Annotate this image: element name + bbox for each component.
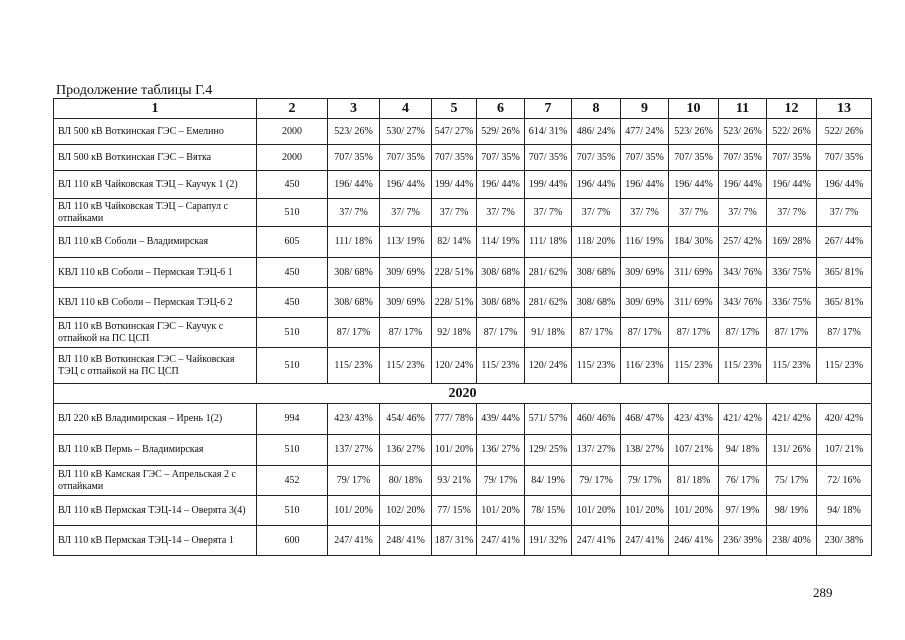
load-cell: 94/ 18% xyxy=(817,496,872,526)
load-cell: 308/ 68% xyxy=(572,288,621,318)
header-row xyxy=(54,99,872,119)
load-cell: 777/ 78% xyxy=(432,404,477,435)
load-cell: 87/ 17% xyxy=(621,318,669,348)
load-cell: 75/ 17% xyxy=(767,466,817,496)
capacity-cell: 2000 xyxy=(257,119,328,145)
table-row xyxy=(54,435,872,466)
load-cell: 138/ 27% xyxy=(621,435,669,466)
load-cell: 247/ 41% xyxy=(572,526,621,556)
load-cell: 247/ 41% xyxy=(328,526,380,556)
column-header-7: 7 xyxy=(525,99,572,119)
load-cell: 102/ 20% xyxy=(380,496,432,526)
load-cell: 230/ 38% xyxy=(817,526,872,556)
load-cell: 79/ 17% xyxy=(572,466,621,496)
load-cell: 199/ 44% xyxy=(432,171,477,199)
column-header-6: 6 xyxy=(477,99,525,119)
load-cell: 196/ 44% xyxy=(669,171,719,199)
load-cell: 308/ 68% xyxy=(477,258,525,288)
table-row xyxy=(54,348,872,384)
line-name-cell: ВЛ 110 кВ Чайковская ТЭЦ – Сарапул с отпайками xyxy=(54,199,257,227)
column-header-4: 4 xyxy=(380,99,432,119)
load-cell: 184/ 30% xyxy=(669,227,719,258)
capacity-cell: 450 xyxy=(257,288,328,318)
load-cell: 77/ 15% xyxy=(432,496,477,526)
load-cell: 468/ 47% xyxy=(621,404,669,435)
load-cell: 115/ 23% xyxy=(328,348,380,384)
load-cell: 423/ 43% xyxy=(669,404,719,435)
load-cell: 530/ 27% xyxy=(380,119,432,145)
table-body xyxy=(54,119,872,556)
load-cell: 87/ 17% xyxy=(328,318,380,348)
load-cell: 477/ 24% xyxy=(621,119,669,145)
line-name-cell: ВЛ 110 кВ Пермская ТЭЦ-14 – Оверята 1 xyxy=(54,526,257,556)
load-cell: 308/ 68% xyxy=(572,258,621,288)
load-cell: 37/ 7% xyxy=(767,199,817,227)
load-cell: 196/ 44% xyxy=(572,171,621,199)
section-row xyxy=(54,384,872,404)
load-cell: 228/ 51% xyxy=(432,258,477,288)
load-cell: 523/ 26% xyxy=(719,119,767,145)
load-cell: 439/ 44% xyxy=(477,404,525,435)
load-cell: 343/ 76% xyxy=(719,258,767,288)
load-cell: 421/ 42% xyxy=(719,404,767,435)
load-cell: 529/ 26% xyxy=(477,119,525,145)
section-label: 2020 xyxy=(54,384,872,404)
load-cell: 114/ 19% xyxy=(477,227,525,258)
load-cell: 79/ 17% xyxy=(621,466,669,496)
load-cell: 93/ 21% xyxy=(432,466,477,496)
table-row xyxy=(54,227,872,258)
load-cell: 137/ 27% xyxy=(328,435,380,466)
load-cell: 87/ 17% xyxy=(767,318,817,348)
load-cell: 113/ 19% xyxy=(380,227,432,258)
load-cell: 111/ 18% xyxy=(525,227,572,258)
load-cell: 37/ 7% xyxy=(669,199,719,227)
load-cell: 523/ 26% xyxy=(669,119,719,145)
load-cell: 247/ 41% xyxy=(477,526,525,556)
load-cell: 707/ 35% xyxy=(817,145,872,171)
load-cell: 421/ 42% xyxy=(767,404,817,435)
load-cell: 614/ 31% xyxy=(525,119,572,145)
load-cell: 115/ 23% xyxy=(669,348,719,384)
load-cell: 336/ 75% xyxy=(767,288,817,318)
load-cell: 37/ 7% xyxy=(817,199,872,227)
load-cell: 191/ 32% xyxy=(525,526,572,556)
load-cell: 116/ 19% xyxy=(621,227,669,258)
load-cell: 523/ 26% xyxy=(328,119,380,145)
line-name-cell: ВЛ 110 кВ Пермская ТЭЦ-14 – Оверята 3(4) xyxy=(54,496,257,526)
capacity-cell: 600 xyxy=(257,526,328,556)
capacity-cell: 452 xyxy=(257,466,328,496)
load-cell: 37/ 7% xyxy=(432,199,477,227)
load-cell: 120/ 24% xyxy=(525,348,572,384)
load-cell: 101/ 20% xyxy=(328,496,380,526)
load-cell: 423/ 43% xyxy=(328,404,380,435)
load-cell: 707/ 35% xyxy=(328,145,380,171)
column-header-12: 12 xyxy=(767,99,817,119)
load-cell: 522/ 26% xyxy=(817,119,872,145)
load-cell: 80/ 18% xyxy=(380,466,432,496)
load-cell: 522/ 26% xyxy=(767,119,817,145)
load-cell: 257/ 42% xyxy=(719,227,767,258)
load-cell: 308/ 68% xyxy=(328,288,380,318)
load-cell: 129/ 25% xyxy=(525,435,572,466)
load-cell: 365/ 81% xyxy=(817,288,872,318)
load-cell: 101/ 20% xyxy=(432,435,477,466)
load-cell: 196/ 44% xyxy=(817,171,872,199)
load-cell: 37/ 7% xyxy=(380,199,432,227)
load-cell: 187/ 31% xyxy=(432,526,477,556)
load-cell: 87/ 17% xyxy=(380,318,432,348)
load-cell: 37/ 7% xyxy=(328,199,380,227)
load-cell: 707/ 35% xyxy=(477,145,525,171)
load-cell: 196/ 44% xyxy=(767,171,817,199)
table-row xyxy=(54,318,872,348)
load-cell: 91/ 18% xyxy=(525,318,572,348)
table-row xyxy=(54,526,872,556)
line-name-cell: ВЛ 110 кВ Соболи – Владимирская xyxy=(54,227,257,258)
load-cell: 136/ 27% xyxy=(380,435,432,466)
column-header-3: 3 xyxy=(328,99,380,119)
table-row xyxy=(54,171,872,199)
load-cell: 707/ 35% xyxy=(767,145,817,171)
load-cell: 707/ 35% xyxy=(621,145,669,171)
line-name-cell: КВЛ 110 кВ Соболи – Пермская ТЭЦ-6 2 xyxy=(54,288,257,318)
load-cell: 107/ 21% xyxy=(817,435,872,466)
load-cell: 460/ 46% xyxy=(572,404,621,435)
load-cell: 101/ 20% xyxy=(621,496,669,526)
column-header-9: 9 xyxy=(621,99,669,119)
load-cell: 37/ 7% xyxy=(621,199,669,227)
load-cell: 311/ 69% xyxy=(669,258,719,288)
load-cell: 248/ 41% xyxy=(380,526,432,556)
load-cell: 98/ 19% xyxy=(767,496,817,526)
load-cell: 37/ 7% xyxy=(477,199,525,227)
load-cell: 115/ 23% xyxy=(380,348,432,384)
load-cell: 228/ 51% xyxy=(432,288,477,318)
column-header-1: 1 xyxy=(54,99,257,119)
load-cell: 136/ 27% xyxy=(477,435,525,466)
load-cell: 115/ 23% xyxy=(767,348,817,384)
load-cell: 281/ 62% xyxy=(525,288,572,318)
capacity-cell: 994 xyxy=(257,404,328,435)
column-header-2: 2 xyxy=(257,99,328,119)
capacity-cell: 510 xyxy=(257,348,328,384)
load-cell: 78/ 15% xyxy=(525,496,572,526)
load-cell: 707/ 35% xyxy=(432,145,477,171)
load-cell: 118/ 20% xyxy=(572,227,621,258)
capacity-cell: 510 xyxy=(257,318,328,348)
load-cell: 343/ 76% xyxy=(719,288,767,318)
capacity-cell: 450 xyxy=(257,171,328,199)
column-header-10: 10 xyxy=(669,99,719,119)
load-cell: 707/ 35% xyxy=(572,145,621,171)
page-number: 289 xyxy=(813,585,833,600)
line-name-cell: ВЛ 110 кВ Воткинская ГЭС – Чайковская ТЭЦ с отпайкой на ПС ЦСП xyxy=(54,348,257,384)
load-cell: 107/ 21% xyxy=(669,435,719,466)
load-cell: 281/ 62% xyxy=(525,258,572,288)
load-cell: 92/ 18% xyxy=(432,318,477,348)
load-cell: 97/ 19% xyxy=(719,496,767,526)
load-cell: 87/ 17% xyxy=(477,318,525,348)
line-name-cell: ВЛ 220 кВ Владимирская – Ирень 1(2) xyxy=(54,404,257,435)
line-name-cell: ВЛ 110 кВ Пермь – Владимирская xyxy=(54,435,257,466)
load-cell: 336/ 75% xyxy=(767,258,817,288)
column-header-11: 11 xyxy=(719,99,767,119)
capacity-cell: 510 xyxy=(257,496,328,526)
load-cell: 707/ 35% xyxy=(719,145,767,171)
load-cell: 79/ 17% xyxy=(328,466,380,496)
load-cell: 37/ 7% xyxy=(719,199,767,227)
load-cell: 454/ 46% xyxy=(380,404,432,435)
table-row xyxy=(54,404,872,435)
load-cell: 37/ 7% xyxy=(572,199,621,227)
load-table xyxy=(53,98,872,556)
load-cell: 236/ 39% xyxy=(719,526,767,556)
load-cell: 246/ 41% xyxy=(669,526,719,556)
table-caption: Продолжение таблицы Г.4 xyxy=(56,83,213,98)
load-cell: 707/ 35% xyxy=(669,145,719,171)
capacity-cell: 2000 xyxy=(257,145,328,171)
load-cell: 101/ 20% xyxy=(477,496,525,526)
table-row xyxy=(54,145,872,171)
load-cell: 79/ 17% xyxy=(477,466,525,496)
load-cell: 87/ 17% xyxy=(817,318,872,348)
load-cell: 101/ 20% xyxy=(669,496,719,526)
line-name-cell: ВЛ 110 кВ Чайковская ТЭЦ – Каучук 1 (2) xyxy=(54,171,257,199)
load-cell: 267/ 44% xyxy=(817,227,872,258)
load-cell: 309/ 69% xyxy=(621,258,669,288)
load-cell: 311/ 69% xyxy=(669,288,719,318)
load-cell: 84/ 19% xyxy=(525,466,572,496)
load-cell: 115/ 23% xyxy=(572,348,621,384)
load-cell: 94/ 18% xyxy=(719,435,767,466)
load-cell: 87/ 17% xyxy=(572,318,621,348)
load-cell: 81/ 18% xyxy=(669,466,719,496)
capacity-cell: 605 xyxy=(257,227,328,258)
load-cell: 196/ 44% xyxy=(380,171,432,199)
load-cell: 308/ 68% xyxy=(328,258,380,288)
line-name-cell: ВЛ 110 кВ Камская ГЭС – Апрельская 2 с отпайками xyxy=(54,466,257,496)
load-cell: 309/ 69% xyxy=(380,288,432,318)
load-cell: 196/ 44% xyxy=(621,171,669,199)
load-cell: 37/ 7% xyxy=(525,199,572,227)
load-cell: 308/ 68% xyxy=(477,288,525,318)
table-row xyxy=(54,466,872,496)
load-cell: 87/ 17% xyxy=(719,318,767,348)
load-cell: 76/ 17% xyxy=(719,466,767,496)
load-cell: 115/ 23% xyxy=(817,348,872,384)
load-cell: 238/ 40% xyxy=(767,526,817,556)
load-cell: 101/ 20% xyxy=(572,496,621,526)
table-row xyxy=(54,496,872,526)
load-cell: 116/ 23% xyxy=(621,348,669,384)
load-cell: 115/ 23% xyxy=(477,348,525,384)
load-cell: 169/ 28% xyxy=(767,227,817,258)
column-header-8: 8 xyxy=(572,99,621,119)
load-cell: 82/ 14% xyxy=(432,227,477,258)
load-cell: 571/ 57% xyxy=(525,404,572,435)
load-cell: 365/ 81% xyxy=(817,258,872,288)
table-row xyxy=(54,199,872,227)
load-cell: 547/ 27% xyxy=(432,119,477,145)
column-header-13: 13 xyxy=(817,99,872,119)
load-cell: 111/ 18% xyxy=(328,227,380,258)
table-row xyxy=(54,258,872,288)
load-cell: 131/ 26% xyxy=(767,435,817,466)
load-cell: 247/ 41% xyxy=(621,526,669,556)
capacity-cell: 510 xyxy=(257,199,328,227)
table-row xyxy=(54,288,872,318)
load-cell: 196/ 44% xyxy=(328,171,380,199)
line-name-cell: ВЛ 500 кВ Воткинская ГЭС – Вятка xyxy=(54,145,257,171)
line-name-cell: ВЛ 500 кВ Воткинская ГЭС – Емелино xyxy=(54,119,257,145)
load-cell: 72/ 16% xyxy=(817,466,872,496)
load-cell: 309/ 69% xyxy=(621,288,669,318)
load-cell: 115/ 23% xyxy=(719,348,767,384)
table-row xyxy=(54,119,872,145)
load-cell: 196/ 44% xyxy=(477,171,525,199)
load-cell: 196/ 44% xyxy=(719,171,767,199)
line-name-cell: КВЛ 110 кВ Соболи – Пермская ТЭЦ-6 1 xyxy=(54,258,257,288)
load-cell: 420/ 42% xyxy=(817,404,872,435)
load-cell: 707/ 35% xyxy=(380,145,432,171)
load-cell: 707/ 35% xyxy=(525,145,572,171)
load-cell: 137/ 27% xyxy=(572,435,621,466)
load-cell: 120/ 24% xyxy=(432,348,477,384)
capacity-cell: 510 xyxy=(257,435,328,466)
column-header-5: 5 xyxy=(432,99,477,119)
load-cell: 87/ 17% xyxy=(669,318,719,348)
load-cell: 309/ 69% xyxy=(380,258,432,288)
capacity-cell: 450 xyxy=(257,258,328,288)
load-cell: 486/ 24% xyxy=(572,119,621,145)
line-name-cell: ВЛ 110 кВ Воткинская ГЭС – Каучук с отпайкой на ПС ЦСП xyxy=(54,318,257,348)
load-cell: 199/ 44% xyxy=(525,171,572,199)
